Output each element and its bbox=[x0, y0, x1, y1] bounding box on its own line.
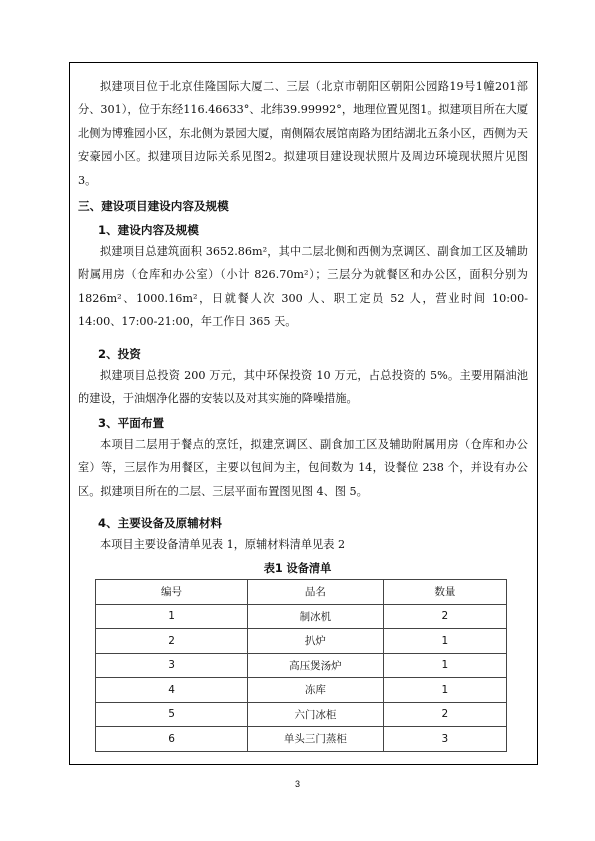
table-cell-name: 制冰机 bbox=[248, 604, 384, 629]
header-cell: 编号 bbox=[96, 580, 248, 605]
table-cell-quantity: 1 bbox=[383, 678, 506, 703]
table-cell-name: 六门冰柜 bbox=[248, 702, 384, 727]
layout-paragraph: 本项目二层用于餐点的烹饪，拟建烹调区、副食加工区及辅助附属用房（仓库和办公室）等，三层作为用餐区，主要以包间为主，包间数为 14，设餐位 238 个，并设有办公区。拟建项目所在的二层、三层平面布置图见图 4、图 5。 bbox=[78, 438, 528, 498]
table-cell-number: 4 bbox=[96, 678, 248, 703]
table-cell-number: 2 bbox=[96, 629, 248, 654]
table-row bbox=[96, 604, 507, 629]
section-title: 三、建设项目建设内容及规模 bbox=[78, 199, 229, 213]
investment-paragraph: 拟建项目总投资 200 万元，其中环保投资 10 万元，占总投资的 5%。主要用隔油池的建设，于油烟净化器的安装以及对其实施的降噪措施。 bbox=[78, 369, 528, 406]
table-cell-quantity: 2 bbox=[383, 604, 506, 629]
table-row bbox=[96, 629, 507, 654]
table-cell-quantity: 1 bbox=[383, 653, 506, 678]
table-cell-name: 冻库 bbox=[248, 678, 384, 703]
table-cell-number: 6 bbox=[96, 727, 248, 752]
table-header-row bbox=[96, 580, 507, 605]
table-cell-name: 扒炉 bbox=[248, 629, 384, 654]
subsection-title-investment: 2、投资 bbox=[98, 347, 141, 361]
table-cell-quantity: 1 bbox=[383, 629, 506, 654]
subsection-title-layout: 3、平面布置 bbox=[98, 416, 165, 430]
table-caption: 表1 设备清单 bbox=[263, 562, 332, 575]
table-cell-quantity: 3 bbox=[383, 727, 506, 752]
table-cell-number: 3 bbox=[96, 653, 248, 678]
table-row bbox=[96, 727, 507, 752]
equipment-table bbox=[95, 579, 507, 752]
table-row bbox=[96, 678, 507, 703]
table-cell-name: 高压煲汤炉 bbox=[248, 653, 384, 678]
table-cell-number: 5 bbox=[96, 702, 248, 727]
subsection-title-scale: 1、建设内容及规模 bbox=[98, 223, 199, 237]
location-paragraph: 拟建项目位于北京佳隆国际大厦二、三层（北京市朝阳区朝阳公园路19号1幢201部分、301），位于东经116.46633°、北纬39.99992°，地理位置见图1。拟建项目所在大厦北侧为博雅园小区，东北侧为景园大厦，南侧隔农展馆南路为团结湖北五条小区，西侧为天安豪园小区。拟建项目边际关系见图2。拟建项目建设现状照片及周边环境现状照片见图3。 bbox=[78, 80, 529, 187]
table-cell-quantity: 2 bbox=[383, 702, 506, 727]
header-cell: 品名 bbox=[248, 580, 384, 605]
scale-paragraph: 拟建项目总建筑面积 3652.86m²，其中二层北侧和西侧为烹调区、副食加工区及辅助附属用房（仓库和办公室）（小计 826.70m²）；三层分为就餐区和办公区，面积分别为 1826m²、1000.16m²，日就餐人次 300 人、职工定员 52 人，营业时间 10:00-14:00、17:00-21:00，年工作日 365 天。 bbox=[78, 245, 528, 329]
header-cell: 数量 bbox=[383, 580, 506, 605]
table-cell-name: 单头三门蒸柜 bbox=[248, 727, 384, 752]
table-cell-number: 1 bbox=[96, 604, 248, 629]
equipment-paragraph: 本项目主要设备清单见表 1，原辅材料清单见表 2 bbox=[100, 538, 346, 551]
page-number: 3 bbox=[294, 779, 300, 789]
subsection-title-equipment: 4、主要设备及原辅材料 bbox=[98, 516, 223, 530]
table-row bbox=[96, 653, 507, 678]
table-row bbox=[96, 702, 507, 727]
